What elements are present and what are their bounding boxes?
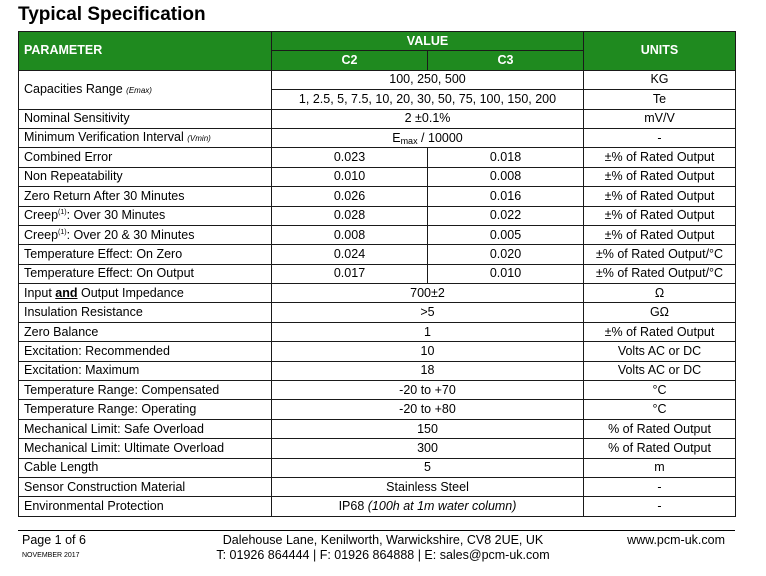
c2-cell: 0.010 bbox=[272, 167, 428, 186]
unit-cell: ±% of Rated Output bbox=[584, 322, 736, 341]
company-address: Dalehouse Lane, Kenilworth, Warwickshire, CV8 2UE, UK bbox=[222, 533, 544, 547]
param-cell bbox=[19, 225, 272, 244]
page-footer bbox=[0, 530, 766, 576]
unit-cell: Volts AC or DC bbox=[584, 361, 736, 380]
param-cell: Environmental Protection bbox=[19, 497, 272, 516]
c3-cell: 0.016 bbox=[428, 187, 584, 206]
unit-cell: ±% of Rated Output/°C bbox=[584, 245, 736, 264]
value-symbol: E bbox=[392, 130, 401, 145]
table-row bbox=[19, 361, 736, 380]
table-row bbox=[19, 264, 736, 283]
header-value: VALUE bbox=[272, 32, 584, 51]
unit-cell: - bbox=[584, 497, 736, 516]
value-cell: 700±2 bbox=[272, 284, 584, 303]
c3-cell: 0.022 bbox=[428, 206, 584, 225]
unit-cell: ±% of Rated Output/°C bbox=[584, 264, 736, 283]
c2-cell: 0.023 bbox=[272, 148, 428, 167]
c3-cell: 0.020 bbox=[428, 245, 584, 264]
unit-cell: Ω bbox=[584, 284, 736, 303]
value-cell: 1, 2.5, 5, 7.5, 10, 20, 30, 50, 75, 100, 150, 200 bbox=[272, 90, 584, 109]
table-row bbox=[19, 167, 736, 186]
table-row bbox=[19, 206, 736, 225]
footnote-ref: (1) bbox=[58, 228, 67, 236]
table-row bbox=[19, 109, 736, 128]
param-cell: Nominal Sensitivity bbox=[19, 109, 272, 128]
unit-cell: mV/V bbox=[584, 109, 736, 128]
param-cell bbox=[19, 128, 272, 147]
unit-cell: ±% of Rated Output bbox=[584, 225, 736, 244]
unit-cell: % of Rated Output bbox=[584, 419, 736, 438]
footer-divider bbox=[18, 530, 735, 531]
header-row bbox=[19, 32, 736, 51]
company-contact: T: 01926 864444 | F: 01926 864888 | E: sales@pcm-uk.com bbox=[216, 548, 550, 562]
param-cell: Excitation: Recommended bbox=[19, 342, 272, 361]
table-row bbox=[19, 128, 736, 147]
param-label: Creep bbox=[24, 227, 59, 242]
table-row bbox=[19, 342, 736, 361]
unit-cell: GΩ bbox=[584, 303, 736, 322]
header-c3: C3 bbox=[428, 51, 584, 70]
page-number: Page 1 of 6 bbox=[22, 533, 86, 547]
table-row bbox=[19, 245, 736, 264]
table-row bbox=[19, 458, 736, 477]
param-cell: Temperature Effect: On Output bbox=[19, 264, 272, 283]
param-cell: Combined Error bbox=[19, 148, 272, 167]
page-title: Typical Specification bbox=[18, 4, 206, 25]
c3-cell: 0.005 bbox=[428, 225, 584, 244]
c2-cell: 0.024 bbox=[272, 245, 428, 264]
c3-cell: 0.008 bbox=[428, 167, 584, 186]
param-cell: Temperature Effect: On Zero bbox=[19, 245, 272, 264]
param-cell: Mechanical Limit: Ultimate Overload bbox=[19, 439, 272, 458]
table-row bbox=[19, 381, 736, 400]
value-cell: 10 bbox=[272, 342, 584, 361]
param-cell: Sensor Construction Material bbox=[19, 477, 272, 496]
unit-cell: m bbox=[584, 458, 736, 477]
value-text: / 10000 bbox=[417, 130, 463, 145]
param-label-rest: : Over 30 Minutes bbox=[66, 208, 166, 223]
param-cell: Insulation Resistance bbox=[19, 303, 272, 322]
c2-cell: 0.017 bbox=[272, 264, 428, 283]
table-row bbox=[19, 477, 736, 496]
value-cell: -20 to +70 bbox=[272, 381, 584, 400]
param-label: Capacities Range bbox=[24, 81, 123, 96]
table-row bbox=[19, 225, 736, 244]
param-subscript: (Emax) bbox=[126, 85, 152, 95]
table-row bbox=[19, 70, 736, 89]
value-cell: 2 ±0.1% bbox=[272, 109, 584, 128]
value-cell: 150 bbox=[272, 419, 584, 438]
header-parameter: PARAMETER bbox=[19, 32, 272, 71]
table-row bbox=[19, 400, 736, 419]
param-label: Creep bbox=[24, 208, 59, 223]
c3-cell: 0.018 bbox=[428, 148, 584, 167]
table-row bbox=[19, 148, 736, 167]
table-row bbox=[19, 419, 736, 438]
param-cell: Mechanical Limit: Safe Overload bbox=[19, 419, 272, 438]
param-label: Minimum Verification Interval bbox=[24, 130, 184, 145]
param-label-rest: Output Impedance bbox=[77, 285, 184, 300]
header-c2: C2 bbox=[272, 51, 428, 70]
param-cell bbox=[19, 206, 272, 225]
unit-cell: Volts AC or DC bbox=[584, 342, 736, 361]
unit-cell: % of Rated Output bbox=[584, 439, 736, 458]
param-cell: Cable Length bbox=[19, 458, 272, 477]
value-cell bbox=[272, 497, 584, 516]
unit-cell: ±% of Rated Output bbox=[584, 206, 736, 225]
unit-cell: °C bbox=[584, 381, 736, 400]
param-cell bbox=[19, 70, 272, 109]
param-cell: Temperature Range: Compensated bbox=[19, 381, 272, 400]
value-cell bbox=[272, 128, 584, 147]
value-cell: Stainless Steel bbox=[272, 477, 584, 496]
value-subscript: max bbox=[400, 135, 418, 146]
value-cell: 5 bbox=[272, 458, 584, 477]
specification-table bbox=[18, 31, 736, 517]
param-label-rest: : Over 20 & 30 Minutes bbox=[66, 227, 195, 242]
table-row bbox=[19, 284, 736, 303]
value-note: (100h at 1m water column) bbox=[367, 499, 517, 514]
table-row bbox=[19, 187, 736, 206]
table-row bbox=[19, 322, 736, 341]
param-label: Input bbox=[24, 285, 56, 300]
unit-cell: ±% of Rated Output bbox=[584, 148, 736, 167]
value-cell: 100, 250, 500 bbox=[272, 70, 584, 89]
table-row bbox=[19, 497, 736, 516]
header-units: UNITS bbox=[584, 32, 736, 71]
footnote-ref: (1) bbox=[58, 209, 67, 217]
unit-cell: - bbox=[584, 128, 736, 147]
value-cell: 300 bbox=[272, 439, 584, 458]
value-cell: 18 bbox=[272, 361, 584, 380]
param-cell: Zero Return After 30 Minutes bbox=[19, 187, 272, 206]
value-text: IP68 bbox=[338, 499, 368, 514]
unit-cell: ±% of Rated Output bbox=[584, 187, 736, 206]
unit-cell: °C bbox=[584, 400, 736, 419]
c2-cell: 0.026 bbox=[272, 187, 428, 206]
param-cell: Non Repeatability bbox=[19, 167, 272, 186]
unit-cell: Te bbox=[584, 90, 736, 109]
c2-cell: 0.008 bbox=[272, 225, 428, 244]
param-cell bbox=[19, 284, 272, 303]
value-cell: 1 bbox=[272, 322, 584, 341]
param-subscript: (Vmin) bbox=[187, 134, 211, 144]
website-link[interactable]: www.pcm-uk.com bbox=[627, 533, 725, 547]
param-cell: Zero Balance bbox=[19, 322, 272, 341]
param-cell: Excitation: Maximum bbox=[19, 361, 272, 380]
value-cell: >5 bbox=[272, 303, 584, 322]
table-row bbox=[19, 303, 736, 322]
unit-cell: ±% of Rated Output bbox=[584, 167, 736, 186]
param-label-emphasis: and bbox=[55, 285, 78, 300]
c2-cell: 0.028 bbox=[272, 206, 428, 225]
document-date: NOVEMBER 2017 bbox=[22, 552, 80, 559]
unit-cell: KG bbox=[584, 70, 736, 89]
value-cell: -20 to +80 bbox=[272, 400, 584, 419]
unit-cell: - bbox=[584, 477, 736, 496]
c3-cell: 0.010 bbox=[428, 264, 584, 283]
param-cell: Temperature Range: Operating bbox=[19, 400, 272, 419]
table-row bbox=[19, 439, 736, 458]
